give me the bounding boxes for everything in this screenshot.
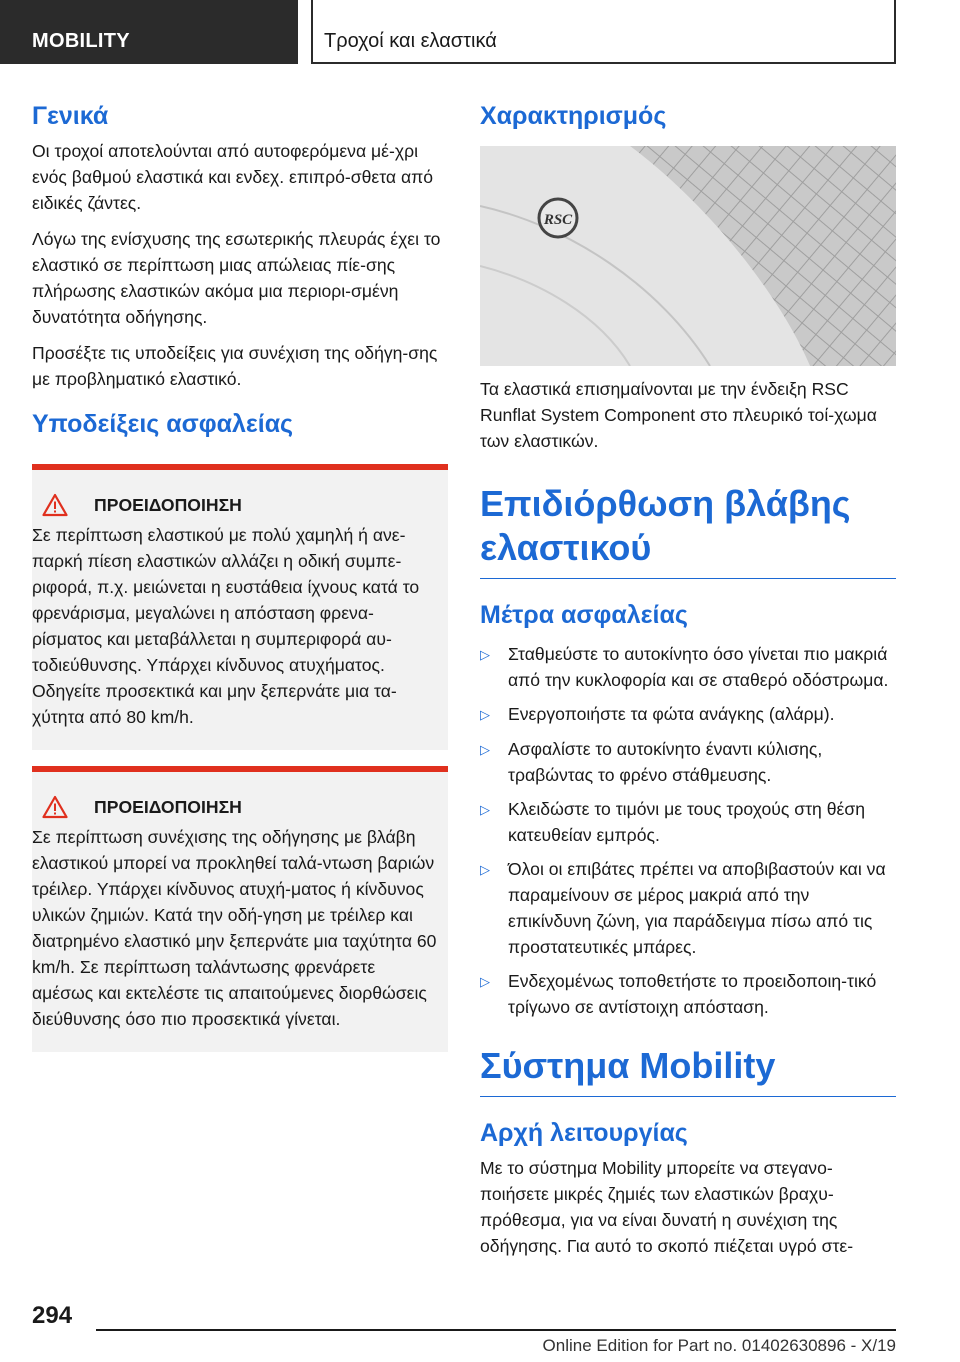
triangle-bullet-icon: ▷: [480, 742, 490, 757]
chapter-header: Τροχοί και ελαστικά: [312, 0, 896, 64]
warning-triangle-icon: [42, 795, 68, 819]
list-item: [480, 856, 896, 960]
step-text: Ασφαλίστε το αυτοκίνητο έναντι κύλισης, τραβώντας το φρένο στάθμευσης.: [508, 739, 823, 785]
tire-sidewall-illustration: [480, 146, 896, 366]
list-item: [480, 736, 896, 788]
page-number: 294: [32, 1302, 73, 1329]
warning-box-1: [32, 464, 448, 750]
warning-box-2: [32, 766, 448, 1052]
edition-note: [300, 1336, 896, 1356]
general-heading: Γενικά: [32, 102, 109, 130]
warning-text: Σε περίπτωση συνέχισης της οδήγησης με βλάβη ελαστικού μπορεί να προκληθεί ταλά-ντωση βαριών τρέιλερ. Υπάρχει κίνδυνος ατυχή-ματος ή κίνδυνος υλικών ζημιών. Κατά την οδή-γηση με τρέιλερ και διατρημένο ελαστικό μην ξεπερνάτε μια ταχύτητα 60 km/h. Σε περίπτωση ταλάντωσης φρενάρετε αμέσως και εκτελέστε τις απαιτούμενες διορθώσεις διεύθυνσης όσο πιο προσεκτικά γίνεται.: [32, 827, 437, 1029]
step-text: Ενδεχομένως τοποθετήστε το προειδοποιη-τικό τρίγωνο σε αντίστοιχη απόσταση.: [508, 971, 877, 1017]
general-paragraph-1: Οι τροχοί αποτελούνται από αυτοφερόμενα μέ-χρι ενός βαθμού ελαστικά και ενδεχ. επιπρό-σθετα από ειδικές ζάντες.: [32, 141, 434, 213]
rsc-tire-image: [480, 146, 896, 366]
general-paragraph-2: Λόγω της ενίσχυσης της εσωτερικής πλευράς έχει το ελαστικό σε περίπτωση μιας απώλειας πίε-σης πλήρωσης ελαστικών ακόμα μια περιορι-σμένη δυνατότητα οδήγησης.: [32, 229, 441, 327]
warning-title: ΠΡΟΕΙΔΟΠΟΙΗΣΗ: [94, 797, 242, 817]
principle-paragraph: Με το σύστημα Mobility μπορείτε να στεγανο-ποιήσετε μικρές ζημιές των ελαστικών βραχυ-πρόθεσμα, για να είναι δυνατή η συνέχιση της οδήγησης. Για αυτό το σκοπό πιέζεται υγρό στε-: [480, 1158, 854, 1256]
list-item: [480, 641, 896, 693]
warning-header: [42, 492, 440, 518]
warning-text: Σε περίπτωση ελαστικού με πολύ χαμηλή ή ανε-παρκή πίεση ελαστικών αλλάζει η οδική συμπε-ριφορά, π.χ. μειώνεται η ευστάθεια ίχνους κατά το φρενάρισμα, μεγαλώνει η απόσταση φρενα-ρίσματος και μεταβάλλεται η συμπεριφορά αυ-τοδιεύθυνσης. Υπάρχει κίνδυνος ατυχήματος. Οδηγείτε προσεκτικά και μην ξεπερνάτε μια τα-χύτητα από 80 km/h.: [32, 525, 420, 727]
rsc-logo-text: RSC: [543, 212, 573, 228]
general-paragraph-3: Προσέξτε τις υποδείξεις για συνέχιση της οδήγη-σης με προβληματικό ελαστικό.: [32, 343, 438, 389]
triangle-bullet-icon: ▷: [480, 707, 490, 722]
section-header: MOBILITY: [0, 0, 298, 64]
rsc-logo-icon: [539, 199, 577, 237]
triangle-bullet-icon: ▷: [480, 647, 490, 662]
warning-title: ΠΡΟΕΙΔΟΠΟΙΗΣΗ: [94, 495, 242, 515]
step-text: Όλοι οι επιβάτες πρέπει να αποβιβαστούν και να παραμείνουν σε μέρος μακριά από την επικίνδυνη ζώνη, για παράδειγμα πίσω από τις προστατευτικές μπάρες.: [508, 859, 886, 957]
triangle-bullet-icon: ▷: [480, 802, 490, 817]
safety-notes-heading: Υποδείξεις ασφαλείας: [32, 410, 294, 438]
left-column: [32, 100, 448, 1052]
edition-text: Online Edition for Part no. 01402630896 - X/19: [542, 1336, 896, 1355]
safety-steps-list: [480, 641, 896, 1020]
warning-header: [42, 794, 440, 820]
triangle-bullet-icon: ▷: [480, 862, 490, 877]
step-text: Σταθμεύστε το αυτοκίνητο όσο γίνεται πιο μακριά από την κυκλοφορία και σε σταθερό οδόστρωμα.: [508, 644, 889, 690]
tire-repair-heading: Επιδιόρθωση βλάβης ελαστικού: [480, 482, 896, 579]
step-text: Κλειδώστε το τιμόνι με τους τροχούς στη θέση κατευθείαν εμπρός.: [508, 799, 866, 845]
mobility-system-heading: Σύστημα Mobility: [480, 1044, 896, 1097]
right-column: [480, 100, 896, 1269]
step-text: Ενεργοποιήστε τα φώτα ανάγκης (αλάρμ).: [508, 704, 835, 724]
safety-measures-heading: Μέτρα ασφαλείας: [480, 601, 688, 629]
principle-heading: Αρχή λειτουργίας: [480, 1119, 688, 1147]
list-item: [480, 796, 896, 848]
warning-triangle-icon: [42, 493, 68, 517]
footer-divider: [96, 1329, 896, 1331]
list-item: [480, 701, 896, 728]
triangle-bullet-icon: ▷: [480, 974, 490, 989]
marking-heading: Χαρακτηρισμός: [480, 102, 667, 130]
list-item: [480, 968, 896, 1020]
marking-caption: Τα ελαστικά επισημαίνονται με την ένδειξη RSC Runflat System Component στο πλευρικό τοί-χωμα των ελαστικών.: [480, 379, 877, 451]
